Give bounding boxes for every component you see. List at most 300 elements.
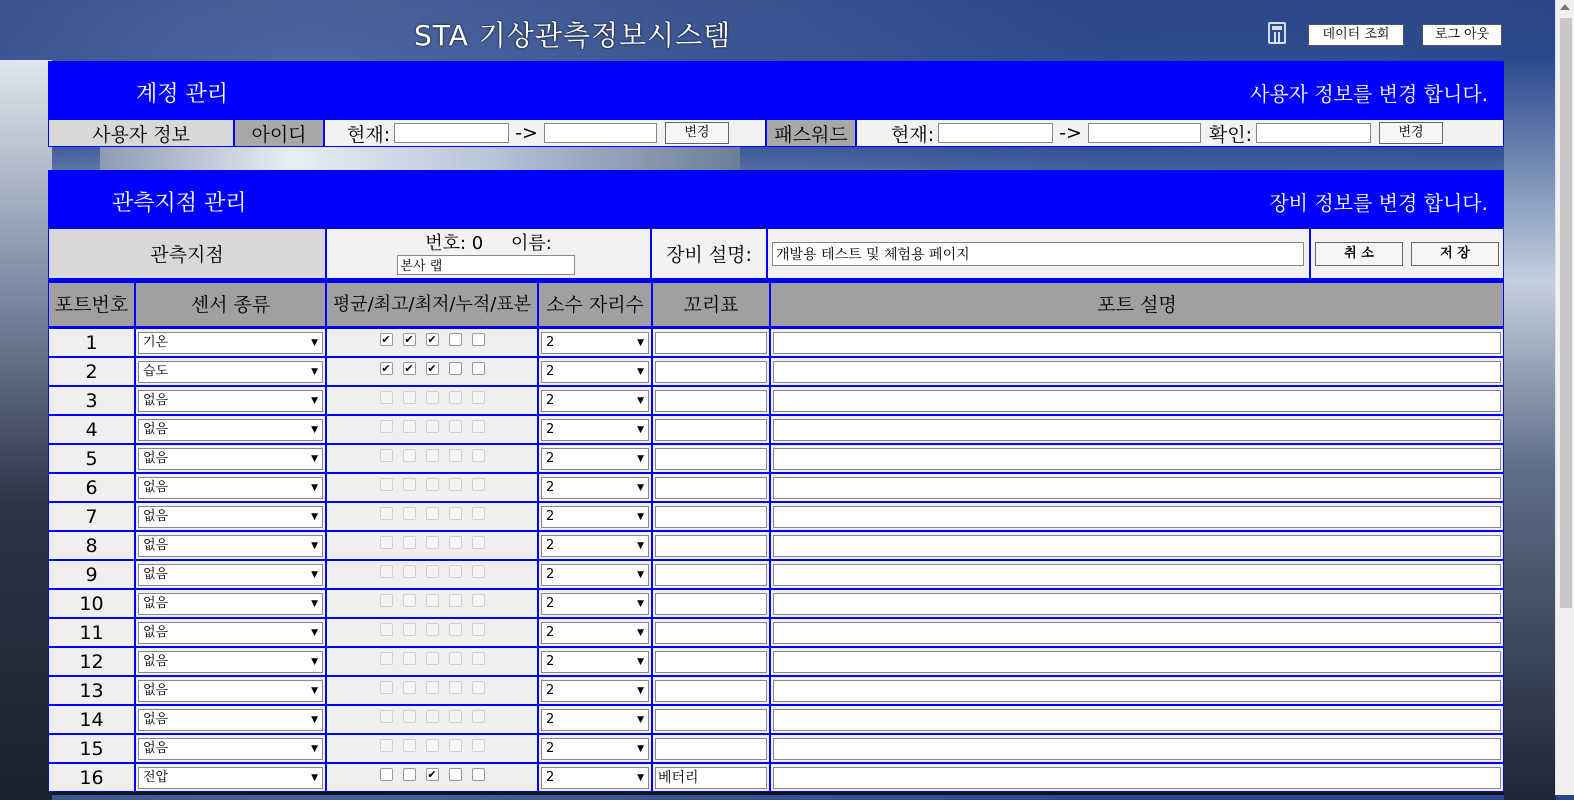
tail-input[interactable] [655,448,767,470]
col-port: 포트번호 [49,283,134,326]
port-desc-cell [771,329,1503,356]
port-desc-input[interactable] [773,506,1501,528]
decimals-select[interactable]: 2 ▼ [541,448,649,470]
decimals-cell [539,706,651,733]
sensor-select[interactable]: 없음 ▼ [138,390,323,412]
tail-cell [653,532,769,559]
stat-checkbox[interactable] [472,333,485,346]
port-number: 7 [49,503,134,530]
port-desc-input[interactable] [773,593,1501,615]
decimals-cell [539,416,651,443]
decimals-cell [539,358,651,385]
port-desc-input[interactable] [773,390,1501,412]
port-number: 13 [49,677,134,704]
sensor-cell [136,387,325,414]
decimals-select[interactable]: 2 ▼ [541,506,649,528]
account-header-title: 계정 관리 [136,82,229,107]
sensor-cell [136,735,325,762]
port-number: 3 [49,387,134,414]
sensor-select[interactable]: 없음 ▼ [138,535,323,557]
stats-checkboxes [327,445,537,472]
decimals-select[interactable]: 2 ▼ [541,622,649,644]
sensor-select[interactable]: 없음 ▼ [138,448,323,470]
decimals-select[interactable]: 2 ▼ [541,680,649,702]
pw-new-input[interactable] [1088,123,1201,143]
stat-checkbox [426,652,439,665]
stats-checkboxes [327,619,537,646]
tail-cell [653,561,769,588]
stat-checkbox [380,391,393,404]
stat-checkbox [426,594,439,607]
sensor-select[interactable]: 없음 ▼ [138,593,323,615]
stat-checkbox [472,739,485,752]
decimals-cell [539,735,651,762]
table-row [48,502,1504,531]
stat-checkbox [380,739,393,752]
stat-checkbox [472,623,485,636]
save-button[interactable]: 저 장 [1411,242,1499,266]
decimals-select[interactable]: 2 ▼ [541,651,649,673]
port-number: 8 [49,532,134,559]
tail-input[interactable] [655,535,767,557]
port-desc-cell [771,445,1503,472]
port-desc-cell [771,358,1503,385]
decimals-select[interactable]: 2 ▼ [541,767,649,789]
port-number: 6 [49,474,134,501]
port-grid-body [48,328,1504,792]
sensor-select[interactable]: 없음 ▼ [138,506,323,528]
stats-checkboxes [327,474,537,501]
table-row [48,705,1504,734]
app-title: STA 기상관측정보시스템 [414,19,732,52]
tail-input[interactable] [655,390,767,412]
stats-checkboxes [327,416,537,443]
table-row [48,444,1504,473]
stat-checkbox [449,652,462,665]
port-grid-header [48,280,1504,328]
port-desc-input[interactable] [773,767,1501,789]
stat-checkbox [426,681,439,694]
port-number: 14 [49,706,134,733]
sensor-cell [136,358,325,385]
user-info-label: 사용자 정보 [49,120,233,146]
stat-checkbox [426,623,439,636]
stat-checkbox[interactable]: ✔ [427,362,437,375]
stat-checkbox [472,420,485,433]
port-number: 15 [49,735,134,762]
stats-checkboxes [327,561,537,588]
tail-cell [653,764,769,791]
stats-checkboxes [327,532,537,559]
tail-cell [653,503,769,530]
stat-checkbox [426,710,439,723]
port-desc-cell [771,561,1503,588]
stat-checkbox [403,739,416,752]
stat-checkbox[interactable]: ✔ [427,333,437,346]
sensor-select[interactable]: 없음 ▼ [138,564,323,586]
port-desc-input[interactable] [773,535,1501,557]
account-info-row [48,119,1504,147]
pw-current-input[interactable] [938,123,1053,143]
stat-checkbox [380,652,393,665]
pw-confirm-label: 확인: [1208,123,1253,146]
id-current-input[interactable] [394,123,509,143]
station-header-desc: 장비 정보를 변경 합니다. [1269,191,1488,215]
col-decimals: 소수 자리수 [539,283,651,326]
port-number: 16 [49,764,134,791]
password-label: 패스워드 [767,120,855,146]
sensor-cell [136,561,325,588]
stat-checkbox [380,420,393,433]
stat-checkbox [472,536,485,549]
stat-checkbox [472,681,485,694]
page-scrollbar[interactable] [1555,0,1574,795]
table-row [48,357,1504,386]
pw-confirm-input[interactable] [1256,123,1371,143]
port-desc-input[interactable] [773,709,1501,731]
stat-checkbox [426,739,439,752]
stat-checkbox [472,449,485,462]
decimals-cell [539,503,651,530]
id-change-cell [325,120,765,146]
port-desc-cell [771,648,1503,675]
pw-change-button[interactable]: 변경 [1379,122,1443,144]
stat-checkbox[interactable]: ✔ [427,768,437,781]
stat-checkbox [449,565,462,578]
tail-input[interactable] [655,419,767,441]
equip-desc-input[interactable] [772,242,1304,266]
stat-checkbox[interactable]: ✔ [404,333,414,346]
port-desc-cell [771,619,1503,646]
port-desc-cell [771,474,1503,501]
port-desc-input[interactable] [773,332,1501,354]
tail-input[interactable] [655,709,767,731]
sensor-cell [136,677,325,704]
stat-checkbox [380,681,393,694]
decimals-cell [539,648,651,675]
stat-checkbox [403,449,416,462]
tail-cell [653,648,769,675]
sensor-select[interactable]: 전압 ▼ [138,767,323,789]
decimals-cell [539,445,651,472]
id-label: 아이디 [235,120,323,146]
tail-input[interactable]: 베터리 [655,767,767,789]
tail-cell [653,706,769,733]
id-new-input[interactable] [544,123,657,143]
sensor-cell [136,648,325,675]
decimals-cell [539,764,651,791]
stat-checkbox [449,594,462,607]
port-desc-input[interactable] [773,419,1501,441]
port-number: 10 [49,590,134,617]
stat-checkbox [449,623,462,636]
stat-checkbox [403,594,416,607]
decimals-select[interactable]: 2 ▼ [541,419,649,441]
stat-checkbox [472,652,485,665]
decimals-cell [539,590,651,617]
table-row [48,589,1504,618]
table-row [48,531,1504,560]
tail-cell [653,445,769,472]
sensor-select[interactable]: 없음 ▼ [138,738,323,760]
station-number-label: 번호: 0 [425,232,484,254]
tail-input[interactable] [655,680,767,702]
decimals-cell [539,329,651,356]
decimals-cell [539,532,651,559]
sensor-cell [136,764,325,791]
stats-checkboxes [327,706,537,733]
sensor-cell [136,445,325,472]
port-number: 9 [49,561,134,588]
stat-checkbox [380,710,393,723]
stat-checkbox [449,478,462,491]
port-desc-input[interactable] [773,564,1501,586]
stats-checkboxes [327,503,537,530]
sensor-cell [136,329,325,356]
port-desc-input[interactable] [773,448,1501,470]
stat-checkbox[interactable]: ✔ [381,362,391,375]
station-actions-cell [1311,229,1503,278]
table-row [48,560,1504,589]
stat-checkbox [426,565,439,578]
stat-checkbox [449,420,462,433]
stat-checkbox [426,536,439,549]
stats-checkboxes [327,358,537,385]
col-tail: 꼬리표 [653,283,769,326]
port-desc-cell [771,590,1503,617]
stat-checkbox [380,478,393,491]
sensor-select[interactable]: 습도 ▼ [138,361,323,383]
stat-checkbox [449,536,462,549]
stat-checkbox [449,739,462,752]
port-desc-input[interactable] [773,477,1501,499]
port-desc-cell [771,416,1503,443]
tail-input[interactable] [655,593,767,615]
station-name-input[interactable] [397,255,575,275]
port-number: 5 [49,445,134,472]
tail-input[interactable] [655,506,767,528]
decimals-select[interactable]: 2 ▼ [541,564,649,586]
decimals-cell [539,619,651,646]
port-desc-cell [771,532,1503,559]
tail-input[interactable] [655,332,767,354]
decimals-select[interactable]: 2 ▼ [541,738,649,760]
sensor-cell [136,416,325,443]
col-sensor: 센서 종류 [136,283,325,326]
stat-checkbox[interactable] [380,768,393,781]
decimals-select[interactable]: 2 ▼ [541,332,649,354]
stat-checkbox [449,449,462,462]
calculator-icon[interactable] [1268,22,1286,44]
table-row [48,763,1504,792]
stat-checkbox[interactable] [403,768,416,781]
tail-cell [653,677,769,704]
decimals-cell [539,387,651,414]
stat-checkbox [403,681,416,694]
tail-cell [653,590,769,617]
stat-checkbox [472,710,485,723]
scrollbar-thumb[interactable] [1560,18,1572,608]
equip-desc-cell [768,229,1309,278]
data-query-button[interactable]: 데이터 조회 [1308,24,1404,46]
stats-checkboxes [327,764,537,791]
port-desc-input[interactable] [773,622,1501,644]
stat-checkbox [380,623,393,636]
pw-current-label: 현재: [891,123,935,146]
port-desc-input[interactable] [773,680,1501,702]
station-label: 관측지점 [49,229,325,278]
stat-checkbox[interactable] [472,362,485,375]
background-scenery-right [1504,60,1556,800]
table-row [48,415,1504,444]
stat-checkbox [403,420,416,433]
stat-checkbox [472,565,485,578]
sensor-select[interactable]: 없음 ▼ [138,622,323,644]
stat-checkbox [449,391,462,404]
stat-checkbox [472,478,485,491]
station-panel-header [48,170,1504,228]
port-desc-input[interactable] [773,738,1501,760]
stat-checkbox [403,478,416,491]
station-name-cell [327,229,650,278]
id-change-button[interactable]: 변경 [665,122,729,144]
station-number-name-labels [425,233,552,255]
sensor-cell [136,590,325,617]
stat-checkbox [426,478,439,491]
stat-checkbox [403,536,416,549]
port-desc-cell [771,764,1503,791]
port-desc-cell [771,503,1503,530]
logout-button[interactable]: 로그 아웃 [1422,24,1502,46]
arrow-up-icon[interactable] [1560,4,1570,10]
port-desc-input[interactable] [773,651,1501,673]
port-desc-input[interactable] [773,361,1501,383]
sensor-cell [136,532,325,559]
port-desc-cell [771,735,1503,762]
decimals-select[interactable]: 2 ▼ [541,593,649,615]
decimals-select[interactable]: 2 ▼ [541,477,649,499]
station-info-row [48,228,1504,280]
stat-checkbox [426,507,439,520]
decimals-select[interactable]: 2 ▼ [541,361,649,383]
decimals-cell [539,677,651,704]
stat-checkbox [426,420,439,433]
table-row [48,618,1504,647]
sensor-cell [136,503,325,530]
port-number: 12 [49,648,134,675]
cancel-button[interactable]: 취 소 [1315,242,1403,266]
stats-checkboxes [327,677,537,704]
stat-checkbox [403,565,416,578]
decimals-select[interactable]: 2 ▼ [541,535,649,557]
decimals-cell [539,474,651,501]
stat-checkbox[interactable] [449,362,462,375]
tail-input[interactable] [655,361,767,383]
account-header-desc: 사용자 정보를 변경 합니다. [1250,82,1488,106]
sensor-select[interactable]: 기온 ▼ [138,332,323,354]
port-number: 1 [49,329,134,356]
stats-checkboxes [327,387,537,414]
table-row [48,647,1504,676]
stat-checkbox [472,391,485,404]
table-row [48,386,1504,415]
tail-input[interactable] [655,738,767,760]
id-arrow: -> [515,122,538,144]
stats-checkboxes [327,590,537,617]
port-number: 4 [49,416,134,443]
port-desc-cell [771,677,1503,704]
stat-checkbox [380,565,393,578]
pw-arrow: -> [1059,122,1082,144]
account-panel [48,61,1504,147]
stat-checkbox [380,536,393,549]
stat-checkbox [472,594,485,607]
background-scenery-left [0,60,52,800]
port-desc-cell [771,706,1503,733]
stat-checkbox [380,449,393,462]
table-row [48,473,1504,502]
stat-checkbox[interactable] [472,768,485,781]
stat-checkbox [403,391,416,404]
stat-checkbox[interactable]: ✔ [381,333,391,346]
sensor-select[interactable]: 없음 ▼ [138,709,323,731]
tail-cell [653,735,769,762]
tail-input[interactable] [655,564,767,586]
col-desc: 포트 설명 [771,283,1503,326]
decimals-select[interactable]: 2 ▼ [541,709,649,731]
port-desc-cell [771,387,1503,414]
tail-input[interactable] [655,651,767,673]
password-change-cell [857,120,1503,146]
tail-cell [653,387,769,414]
sensor-cell [136,474,325,501]
stat-checkbox [449,681,462,694]
tail-input[interactable] [655,477,767,499]
sensor-select[interactable]: 없음 ▼ [138,419,323,441]
stat-checkbox [403,652,416,665]
stat-checkbox [403,507,416,520]
tail-cell [653,358,769,385]
tail-cell [653,416,769,443]
table-row [48,328,1504,357]
stat-checkbox [426,391,439,404]
sensor-select[interactable]: 없음 ▼ [138,651,323,673]
sensor-select[interactable]: 없음 ▼ [138,477,323,499]
stat-checkbox[interactable] [449,333,462,346]
id-current-label: 현재: [347,123,391,146]
tail-cell [653,474,769,501]
stat-checkbox [426,449,439,462]
table-row [48,734,1504,763]
decimals-cell [539,561,651,588]
account-panel-header [48,61,1504,119]
port-number: 2 [49,358,134,385]
stat-checkbox [449,710,462,723]
tail-input[interactable] [655,622,767,644]
tail-cell [653,329,769,356]
stat-checkbox [403,710,416,723]
decimals-select[interactable]: 2 ▼ [541,390,649,412]
equip-label: 장비 설명: [652,229,766,278]
stat-checkbox [472,507,485,520]
station-panel [48,170,1504,792]
stat-checkbox[interactable] [449,768,462,781]
sensor-cell [136,619,325,646]
stat-checkbox[interactable]: ✔ [404,362,414,375]
port-number: 11 [49,619,134,646]
sensor-select[interactable]: 없음 ▼ [138,680,323,702]
stat-checkbox [449,507,462,520]
